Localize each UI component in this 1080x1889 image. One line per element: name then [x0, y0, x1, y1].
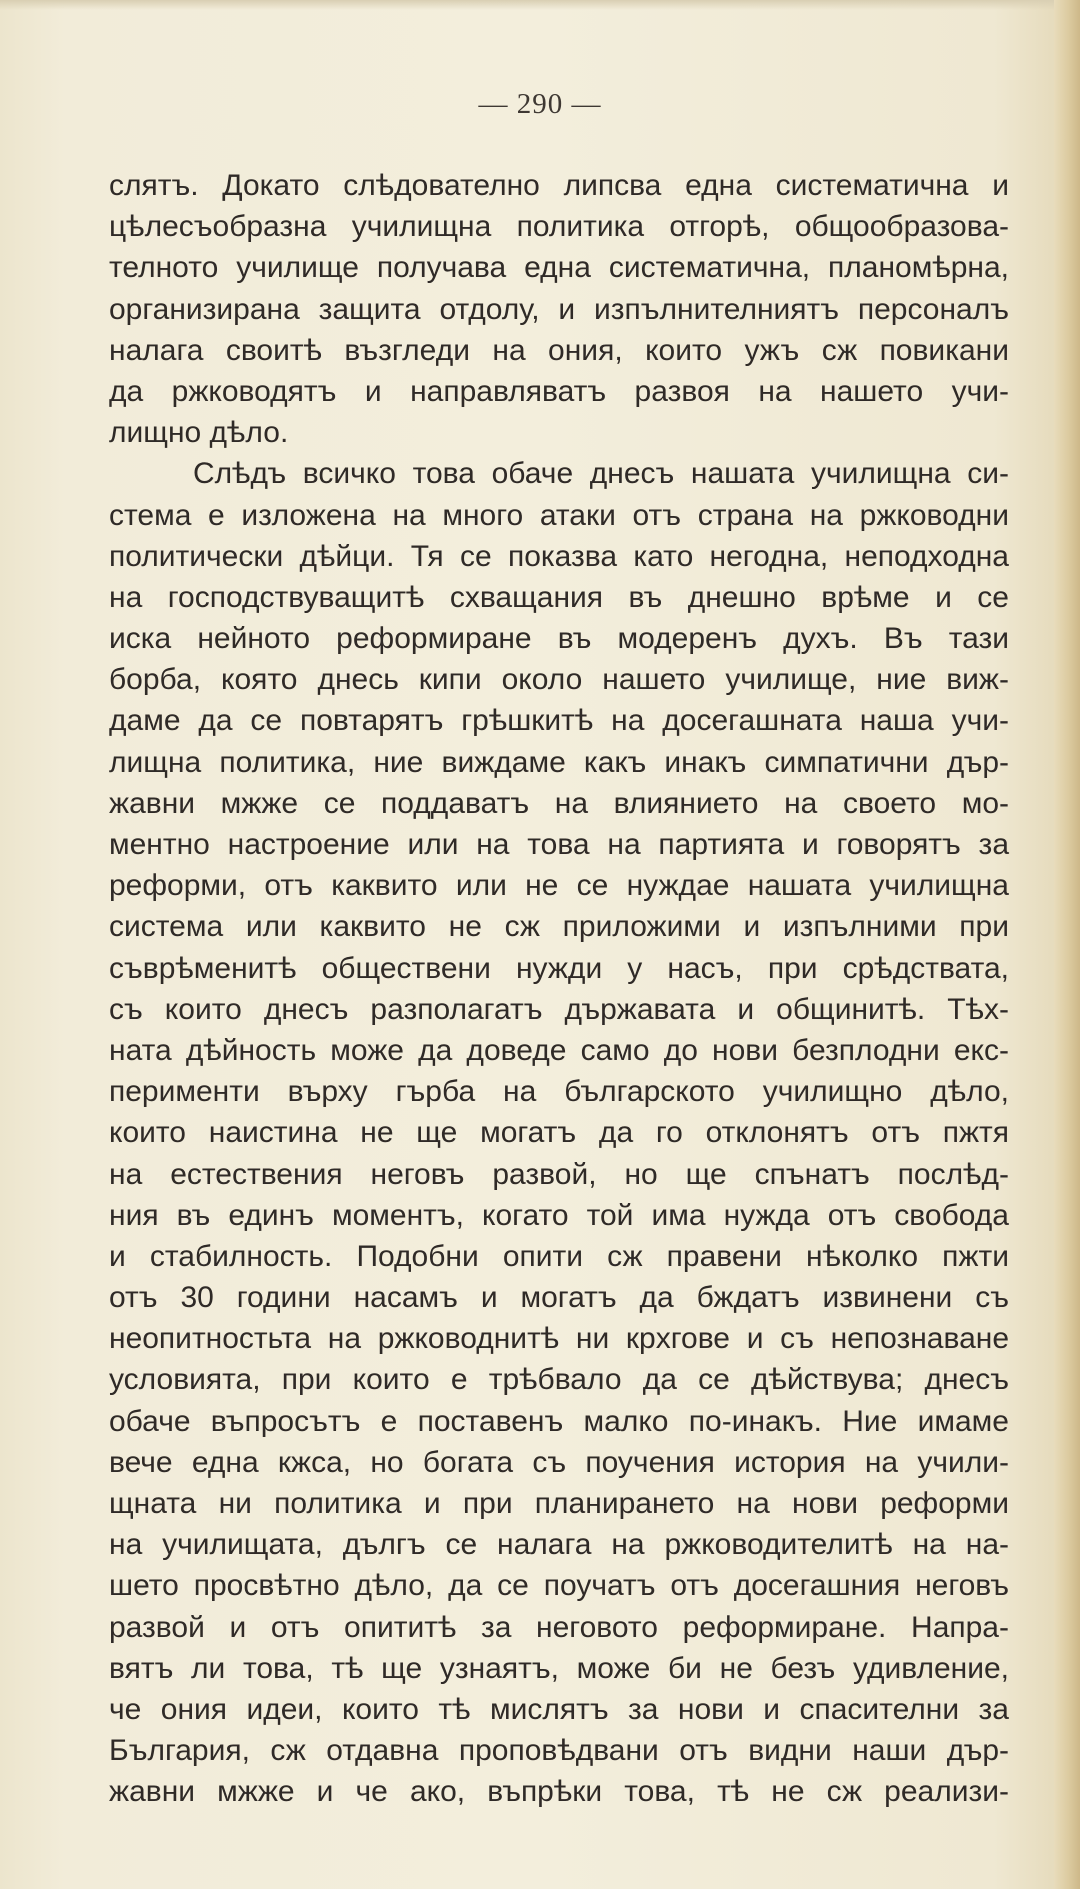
text-line: на училищата, дългъ се налага на ржководителитѣ на на-: [109, 1528, 1009, 1562]
text-line: слятъ. Докато слѣдователно липсва една систематична и: [109, 169, 1009, 202]
text-line: които наистина не ще могатъ да го отклонятъ отъ пжтя: [109, 1116, 1009, 1150]
text-line: на естествения неговъ развой, но ще спънатъ послѣд-: [109, 1157, 1009, 1191]
text-line: условията, при които е трѣбвало да се дѣйствува; днесъ: [109, 1363, 1009, 1397]
text-line: съврѣменитѣ обществени нужди у насъ, при срѣдствата,: [109, 951, 1009, 985]
text-line: неопитностьта на ржководнитѣ ни крxгове и съ непознаване: [109, 1322, 1009, 1356]
text-line: цѣлесъобразна училищна политика отгорѣ, общообразова-: [109, 210, 1009, 244]
text-line: жавни мжже и че ако, въпрѣки това, тѣ не сж реализи-: [109, 1775, 1009, 1809]
text-line: перименти върху гърба на българското училищно дѣло,: [109, 1075, 1009, 1109]
text-line: телното училище получава една систематична, планомѣрна,: [109, 251, 1009, 285]
text-line: щната ни политика и при планирането на нови реформи: [109, 1487, 1009, 1520]
text-line: че ония идеи, които тѣ мислятъ за нови и спасителни за: [109, 1692, 1009, 1726]
paragraph-start-line: Слѣдъ всичко това обаче днесъ нашата училищна си-: [193, 457, 1009, 491]
text-line: България, сж отдавна проповѣдвани отъ видни наши дър-: [109, 1734, 1009, 1768]
text-line: даме да се повтарятъ грѣшкитѣ на досегашната наша учи-: [109, 704, 1009, 738]
page-top-shadow: [0, 0, 1080, 10]
text-line: ментно настроение или на това на партията и говорятъ за: [109, 828, 1009, 861]
text-line: налага своитѣ възгледи на ония, които ужъ сж повикани: [109, 333, 1009, 367]
text-line: лищна политика, ние виждаме какъ инакъ симпатични дър-: [109, 745, 1009, 779]
text-line: ната дѣйность може да доведе само до нови безплодни екс-: [109, 1033, 1009, 1067]
text-line: реформи, отъ каквито или не се нуждае нашата училищна: [109, 869, 1009, 903]
text-line: жавни мжже се поддаватъ на влиянието на своето мо-: [109, 786, 1009, 820]
text-line: шето просвѣтно дѣло, да се поучатъ отъ досегашния неговъ: [109, 1569, 1009, 1603]
text-line: система или каквито не сж приложими и изпълними при: [109, 910, 1009, 944]
text-line: съ които днесъ разполагатъ държавата и общинитѣ. Тѣх-: [109, 992, 1009, 1026]
text-line: борба, която днесь кипи около нашето училище, ние виж-: [109, 663, 1009, 697]
text-line: иска нейното реформиране въ модеренъ духъ. Въ тази: [109, 622, 1009, 656]
text-line: отъ 30 години насамъ и могатъ да бждатъ извинени съ: [109, 1281, 1009, 1315]
text-line: вече една кжса, но богата съ поучения история на учили-: [109, 1445, 1009, 1479]
page-number: — 290 —: [478, 88, 602, 120]
text-line: организирана защита отдолу, и изпълнителниятъ персоналъ: [109, 292, 1009, 326]
paragraph-end-line: лищно дѣло.: [109, 416, 289, 450]
text-line: стема е изложена на много атаки отъ страна на ржководни: [109, 498, 1009, 532]
text-line: политически дѣйци. Тя се показва като негодна, неподходна: [109, 539, 1009, 573]
text-line: развой и отъ опититѣ за неговото реформиране. Напра-: [109, 1610, 1009, 1644]
text-line: да ржководятъ и направляватъ развоя на нашето учи-: [109, 374, 1009, 408]
text-line: на господствуващитѣ схващания въ днешно врѣме и се: [109, 580, 1009, 614]
text-line: и стабилность. Подобни опити сж правени нѣколко пжти: [109, 1239, 1009, 1273]
body-text: [109, 165, 1009, 1813]
page-binding-edge: [1054, 0, 1080, 1889]
text-line: ния въ единъ моментъ, когато той има нужда отъ свобода: [109, 1198, 1009, 1232]
text-line: вятъ ли това, тѣ ще узнаятъ, може би не безъ удивление,: [109, 1651, 1009, 1685]
text-line: обаче въпросътъ е поставенъ малко по-инакъ. Ние имаме: [109, 1404, 1009, 1438]
